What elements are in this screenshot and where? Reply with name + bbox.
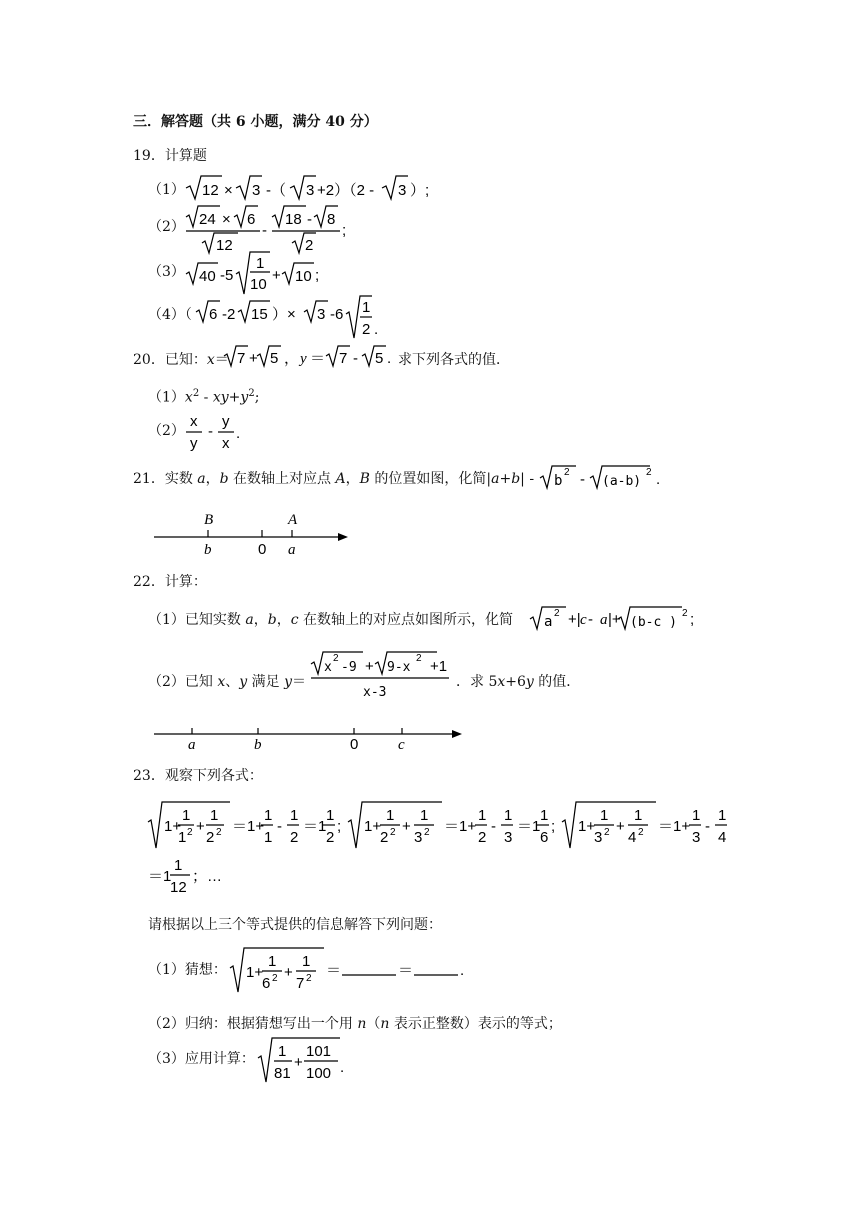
svg-text:2: 2: [638, 827, 644, 838]
svg-text:＝: ＝: [326, 962, 342, 979]
q21-tick-label-a: a: [288, 542, 296, 558]
svg-text:8: 8: [327, 211, 336, 228]
svg-text:+1: +1: [430, 658, 448, 675]
svg-text:2: 2: [390, 827, 396, 838]
svg-text:12: 12: [170, 879, 187, 896]
svg-text:1: 1: [182, 807, 191, 824]
svg-text:1+: 1+: [246, 964, 264, 981]
svg-text:1: 1: [210, 807, 219, 824]
q23-part3-expression: [258, 1036, 358, 1084]
svg-text:1: 1: [264, 807, 273, 824]
svg-text:10: 10: [250, 276, 267, 293]
svg-text:＝1: ＝1: [148, 868, 172, 885]
svg-text:＝: ＝: [398, 962, 414, 979]
svg-text:x: x: [324, 660, 332, 675]
svg-text:81: 81: [274, 1065, 291, 1082]
svg-text:1: 1: [634, 807, 643, 824]
svg-text:6: 6: [540, 829, 549, 846]
svg-text:15: 15: [251, 306, 268, 323]
svg-text:1: 1: [174, 857, 183, 874]
svg-text:3: 3: [317, 306, 326, 323]
svg-text:2: 2: [216, 827, 222, 838]
svg-text:3: 3: [692, 829, 701, 846]
svg-text:18: 18: [285, 211, 302, 228]
svg-text:1: 1: [386, 807, 395, 824]
svg-text:a: a: [544, 614, 553, 630]
svg-text:.: .: [460, 962, 465, 979]
svg-text:6: 6: [247, 211, 256, 228]
svg-text:1: 1: [256, 255, 265, 272]
q19-heading: 19．计算题: [133, 148, 207, 164]
svg-text:2: 2: [478, 829, 487, 846]
svg-text:-: -: [491, 818, 496, 835]
svg-text:2: 2: [646, 467, 652, 478]
svg-text:2: 2: [290, 829, 299, 846]
svg-text:6: 6: [262, 975, 271, 992]
svg-text:-: -: [580, 471, 585, 488]
q21-tick-label-0: 0: [258, 541, 267, 558]
svg-text:.: .: [656, 471, 661, 488]
svg-text:(b-c ): (b-c ): [630, 615, 677, 630]
svg-text:4: 4: [628, 829, 637, 846]
svg-text:|+: |+: [608, 611, 621, 628]
section-title: 三．解答题（共 6 小题，满分 40 分）: [133, 114, 378, 130]
q19-part2-expression: [186, 205, 356, 255]
q22-part2-expression: [311, 650, 461, 702]
svg-text:1+: 1+: [164, 818, 182, 835]
svg-text:1: 1: [278, 1043, 287, 1060]
svg-text:;: ;: [315, 267, 320, 284]
svg-text:2: 2: [424, 827, 430, 838]
svg-text:-6: -6: [330, 306, 344, 323]
svg-text:.: .: [374, 321, 379, 338]
q21-tick-label-b: b: [204, 542, 212, 558]
svg-text:3: 3: [252, 182, 261, 199]
svg-text:6: 6: [209, 306, 218, 323]
svg-text:＝1+: ＝1+: [232, 818, 265, 835]
svg-text:-9: -9: [341, 660, 357, 675]
svg-text:.: .: [236, 425, 241, 442]
svg-text:2: 2: [326, 829, 335, 846]
svg-text:+: +: [284, 964, 293, 981]
svg-text:y: y: [190, 435, 198, 452]
svg-text:a: a: [600, 612, 608, 628]
svg-text:x: x: [222, 435, 230, 452]
svg-text:-: -: [307, 211, 312, 228]
svg-text:）×: ）×: [272, 306, 296, 323]
svg-text:101: 101: [306, 1043, 332, 1060]
svg-text:1: 1: [478, 807, 487, 824]
svg-text:+: +: [616, 818, 625, 835]
q23-pattern-equations: [148, 800, 738, 896]
svg-text:1: 1: [692, 807, 701, 824]
q21-expression: [540, 462, 670, 492]
svg-text:.: .: [387, 350, 392, 367]
svg-text:y: y: [222, 413, 230, 430]
svg-text:+: +: [294, 1054, 303, 1071]
svg-text:+: +: [402, 818, 411, 835]
svg-text:2: 2: [416, 653, 422, 664]
svg-text:+2）（2 -: +2）（2 -: [317, 182, 375, 199]
q22-heading: 22．计算：: [133, 574, 207, 590]
q23-intro: 请根据以上三个等式提供的信息解答下列问题：: [148, 917, 442, 933]
svg-text:7: 7: [339, 350, 348, 367]
svg-text:;: ;: [551, 818, 556, 835]
q19-part4-expression: [196, 294, 386, 340]
q23-part1-expression: [230, 944, 470, 996]
svg-text:1+: 1+: [364, 818, 382, 835]
svg-text:）;: ）;: [410, 182, 430, 199]
svg-text:1: 1: [504, 807, 513, 824]
svg-text:x: x: [190, 413, 198, 430]
svg-text:2: 2: [305, 237, 314, 254]
svg-text:-: -: [588, 611, 593, 628]
svg-text:4: 4: [718, 829, 727, 846]
svg-text:1: 1: [420, 807, 429, 824]
svg-text:-: -: [705, 818, 710, 835]
svg-text:-5: -5: [220, 267, 234, 284]
q19-part3-expression: [186, 250, 326, 296]
svg-text:×: ×: [222, 211, 231, 228]
q21-point-label-B: B: [204, 512, 214, 528]
svg-text:2: 2: [380, 829, 389, 846]
q22-tick-label-b: b: [254, 737, 262, 753]
q21-number-line: [150, 510, 360, 560]
svg-text:＝1+: ＝1+: [444, 818, 477, 835]
svg-text:b: b: [554, 473, 563, 489]
svg-text:.: .: [340, 1059, 345, 1076]
svg-text:1: 1: [268, 953, 277, 970]
svg-text:12: 12: [202, 182, 219, 199]
svg-text:1: 1: [178, 829, 187, 846]
svg-text:;: ;: [342, 222, 347, 239]
svg-text:2: 2: [554, 608, 560, 619]
svg-text:12: 12: [216, 237, 233, 254]
svg-text:;: ;: [690, 611, 695, 628]
svg-text:+: +: [249, 350, 258, 367]
svg-text:-2: -2: [222, 306, 236, 323]
svg-text:3: 3: [504, 829, 513, 846]
svg-text:1: 1: [600, 807, 609, 824]
svg-text:×: ×: [224, 182, 233, 199]
svg-text:＝: ＝: [310, 350, 326, 367]
svg-text:2: 2: [187, 827, 193, 838]
svg-text:-（: -（: [266, 182, 286, 199]
svg-text:3: 3: [594, 829, 603, 846]
svg-text:2: 2: [272, 973, 278, 984]
svg-text:+: +: [196, 818, 205, 835]
q21-point-label-A: A: [288, 512, 298, 528]
svg-text:1: 1: [540, 807, 549, 824]
svg-text:x-3: x-3: [363, 685, 387, 700]
svg-text:-: -: [353, 350, 358, 367]
q22-part1-expression: [530, 603, 700, 633]
svg-text:3: 3: [398, 182, 407, 199]
svg-text:24: 24: [199, 211, 216, 228]
svg-text:1: 1: [362, 299, 371, 316]
svg-text:1: 1: [290, 807, 299, 824]
svg-text:40: 40: [199, 268, 216, 285]
q19-part1-expression: [186, 172, 430, 204]
svg-text:2: 2: [362, 321, 371, 338]
svg-text:1: 1: [264, 829, 273, 846]
svg-text:-: -: [262, 222, 267, 239]
svg-text:1: 1: [302, 953, 311, 970]
svg-text:10: 10: [295, 268, 312, 285]
svg-text:+: +: [365, 658, 374, 675]
svg-text:c: c: [580, 612, 587, 628]
svg-text:-: -: [277, 818, 282, 835]
svg-text:3: 3: [414, 829, 423, 846]
svg-text:；…: ；…: [192, 868, 223, 885]
svg-text:2: 2: [604, 827, 610, 838]
svg-text:y: y: [300, 351, 307, 367]
q20-part2-expression: [186, 410, 256, 454]
svg-text:2: 2: [333, 653, 339, 664]
svg-text:100: 100: [306, 1065, 332, 1082]
svg-text:+: +: [272, 267, 281, 284]
svg-text:5: 5: [270, 350, 279, 367]
svg-text:;: ;: [337, 818, 342, 835]
svg-text:+|: +|: [568, 611, 581, 628]
svg-text:，: ，: [284, 350, 300, 367]
svg-text:1: 1: [718, 807, 727, 824]
svg-text:2: 2: [564, 467, 570, 478]
svg-text:3: 3: [306, 182, 315, 199]
q23-heading: 23．观察下列各式：: [133, 768, 263, 784]
svg-text:5: 5: [375, 350, 384, 367]
q22-number-line: [150, 722, 470, 752]
svg-text:＝1+: ＝1+: [658, 818, 691, 835]
svg-text:2: 2: [306, 973, 312, 984]
svg-text:7: 7: [296, 975, 305, 992]
svg-text:(a-b): (a-b): [602, 474, 642, 489]
q22-tick-label-a: a: [188, 737, 196, 753]
svg-text:1+: 1+: [578, 818, 596, 835]
svg-text:＝1: ＝1: [517, 818, 541, 835]
svg-text:7: 7: [237, 350, 246, 367]
svg-text:1: 1: [326, 807, 335, 824]
q22-tick-label-c: c: [398, 737, 405, 753]
svg-text:-: -: [208, 423, 213, 440]
svg-text:2: 2: [682, 608, 688, 619]
svg-text:＝1: ＝1: [303, 818, 327, 835]
q22-tick-label-0: 0: [350, 736, 359, 753]
svg-text:9-x: 9-x: [387, 660, 411, 675]
svg-text:2: 2: [206, 829, 215, 846]
